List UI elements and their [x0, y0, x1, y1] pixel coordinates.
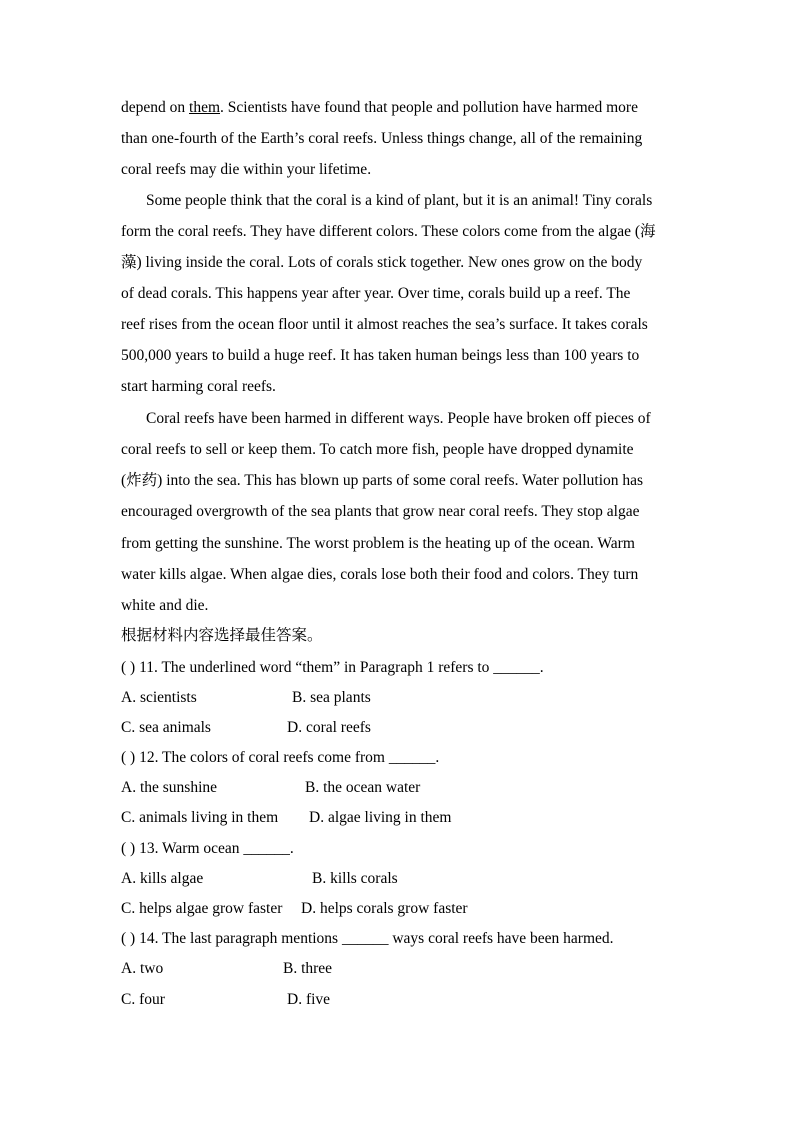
question-11-option-d[interactable]: D. coral reefs [287, 719, 371, 736]
paragraph-1-line-1 [121, 98, 638, 118]
paragraph-2-line-5: reef rises from the ocean floor until it almost reaches the sea’s surface. It takes corals [121, 316, 648, 333]
question-14-option-d[interactable]: D. five [287, 991, 331, 1008]
question-13-option-c[interactable]: C. helps algae grow faster [121, 900, 283, 917]
question-12-option-b[interactable]: B. the ocean water [305, 779, 421, 796]
instruction-text: 根据材料内容选择最佳答案。 [121, 627, 323, 644]
paragraph-3-line-4: encouraged overgrowth of the sea plants that grow near coral reefs. They stop algae [121, 503, 640, 520]
question-12-option-d[interactable]: D. algae living in them [309, 809, 452, 826]
paragraph-2-line-1: Some people think that the coral is a kind of plant, but it is an animal! Tiny corals [146, 192, 653, 209]
question-14-stem: ( ) 14. The last paragraph mentions ______ ways coral reefs have been harmed. [121, 930, 614, 947]
paragraph-2-line-3: 藻) living inside the coral. Lots of corals stick together. New ones grow on the body [121, 254, 643, 271]
question-11-option-b[interactable]: B. sea plants [292, 689, 371, 706]
question-12-option-c[interactable]: C. animals living in them [121, 809, 279, 826]
question-11-option-c[interactable]: C. sea animals [121, 719, 211, 736]
text-run: depend on [121, 99, 190, 116]
paragraph-2-line-6: 500,000 years to build a huge reef. It has taken human beings less than 100 years to [121, 347, 640, 364]
paragraph-2-line-7: start harming coral reefs. [121, 378, 276, 395]
underlined-word: them [189, 99, 221, 116]
question-11-option-a[interactable]: A. scientists [121, 689, 197, 706]
question-14-option-c[interactable]: C. four [121, 991, 165, 1008]
paragraph-3-line-7: white and die. [121, 597, 209, 614]
question-13-stem: ( ) 13. Warm ocean ______. [121, 840, 294, 857]
question-14-option-a[interactable]: A. two [121, 960, 164, 977]
paragraph-3-line-1: Coral reefs have been harmed in different ways. People have broken off pieces of [146, 410, 651, 427]
paragraph-3-line-6: water kills algae. When algae dies, corals lose both their food and colors. They turn [121, 566, 639, 583]
paragraph-3-line-2: coral reefs to sell or keep them. To catch more fish, people have dropped dynamite [121, 441, 634, 458]
paragraph-3-line-3: (炸药) into the sea. This has blown up parts of some coral reefs. Water pollution has [121, 472, 644, 489]
question-12-option-a[interactable]: A. the sunshine [121, 779, 218, 796]
paragraph-3-line-5: from getting the sunshine. The worst problem is the heating up of the ocean. Warm [121, 535, 635, 552]
question-13-option-a[interactable]: A. kills algae [121, 870, 204, 887]
question-13-option-b[interactable]: B. kills corals [312, 870, 398, 887]
question-11-stem: ( ) 11. The underlined word “them” in Paragraph 1 refers to ______. [121, 659, 544, 676]
paragraph-1-line-2: than one-fourth of the Earth’s coral reefs. Unless things change, all of the remaining [121, 130, 643, 147]
text-run: . Scientists have found that people and pollution have harmed more [220, 99, 638, 116]
paragraph-2-line-2: form the coral reefs. They have different colors. These colors come from the algae (海 [121, 223, 656, 240]
question-14-option-b[interactable]: B. three [283, 960, 333, 977]
question-12-stem: ( ) 12. The colors of coral reefs come from ______. [121, 749, 440, 766]
paragraph-1-line-3: coral reefs may die within your lifetime. [121, 161, 372, 178]
question-13-option-d[interactable]: D. helps corals grow faster [301, 900, 468, 917]
paragraph-2-line-4: of dead corals. This happens year after year. Over time, corals build up a reef. The [121, 285, 631, 302]
